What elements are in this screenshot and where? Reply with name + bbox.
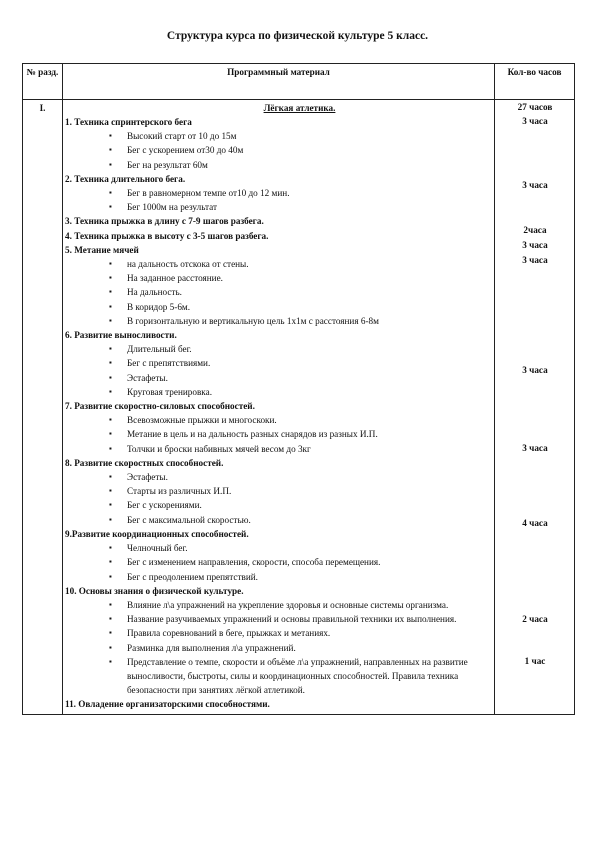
list-item: ▪ на дальность отскока от стены.	[109, 257, 490, 271]
topic-title: 7. Развитие скоростно-силовых способностей.	[65, 401, 255, 412]
topic-hours: 3 часа	[522, 365, 548, 375]
topic-hours: 3 часа	[522, 240, 548, 250]
list-item: ▪ Челночный бег.	[109, 541, 490, 555]
hours-total: 27 часов	[517, 102, 553, 112]
table-row	[23, 100, 575, 715]
list-item: ▪ Бег с преодолением препятствий.	[109, 570, 490, 584]
list-item: ▪ В коридор 5-6м.	[109, 300, 490, 314]
topic-title: 6. Развитие выносливости.	[65, 330, 177, 341]
topic-title: 5. Метание мячей	[65, 244, 139, 255]
topic-title: 2. Техника длительного бега.	[65, 173, 186, 184]
list-item: ▪ Высокий старт от 10 до 15м	[109, 129, 490, 143]
topic-hours: 4 часа	[522, 518, 548, 528]
list-item: ▪ Эстафеты.	[109, 371, 490, 385]
topic-hours: 1 час	[524, 656, 546, 666]
list-item: ▪ Бег в равномерном темпе от10 до 12 мин.	[109, 186, 490, 200]
list-item: ▪ Бег на результат 60м	[109, 158, 490, 172]
list-item: ▪ Всевозможные прыжки и многоскоки.	[109, 413, 490, 427]
header-hours: Кол-во часов	[495, 64, 575, 100]
topic-title: 1. Техника спринтерского бега	[65, 117, 192, 127]
topic-hours: 2часа	[523, 225, 547, 235]
topic-title: 11. Овладение организаторскими способностями.	[65, 699, 270, 710]
section-content	[63, 100, 495, 715]
topic-title: 8. Развитие скоростных способностей.	[65, 457, 224, 468]
list-item: ▪ Круговая тренировка.	[109, 385, 490, 399]
list-item: ▪ На дальность.	[109, 285, 490, 299]
topic-hours: 3 часа	[522, 180, 548, 190]
topic-title: 9.Развитие координационных способностей.	[65, 528, 249, 539]
list-item: ▪ Бег 1000м на результат	[109, 200, 490, 214]
topic-hours: 3 часа	[522, 255, 548, 265]
header-material: Программный материал	[63, 64, 495, 100]
list-item: ▪ Разминка для выполнения л\а упражнений.	[109, 641, 490, 655]
list-item: ▪ Толчки и броски набивных мячей весом до 3кг	[109, 442, 490, 456]
topic-title: 10. Основы знания о физической культуре.	[65, 585, 244, 596]
list-item: ▪ Старты из различных И.П.	[109, 484, 490, 498]
list-item: ▪ Бег с ускорениями.	[109, 498, 490, 512]
hours-column	[495, 100, 575, 715]
list-item: ▪ Метание в цель и на дальность разных снарядов из разных И.П.	[109, 427, 490, 441]
section-number: I.	[23, 100, 63, 715]
topic-hours: 2 часа	[522, 614, 548, 624]
list-item: ▪ Бег с препятствиями.	[109, 356, 490, 370]
list-item: ▪ Бег с ускорением от30 до 40м	[109, 143, 490, 157]
list-item: ▪ На заданное расстояние.	[109, 271, 490, 285]
topics-list	[65, 115, 490, 712]
list-item: ▪ Представление о темпе, скорости и объёме л\а упражнений, направленных на развитие выносливости, быстроты, силы и координационных способностей. Правила техника безопасности при занятиях лёгкой атлетикой.	[109, 655, 490, 698]
section-title: Лёгкая атлетика.	[263, 103, 336, 113]
list-item: ▪ Эстафеты.	[109, 470, 490, 484]
list-item: ▪ Бег с максимальной скоростью.	[109, 513, 490, 527]
topic-title: 4. Техника прыжка в высоту с 3-5 шагов разбега.	[65, 230, 269, 241]
list-item: ▪ В горизонтальную и вертикальную цель 1х1м с расстояния 6-8м	[109, 314, 490, 328]
topic-hours: 3 часа	[522, 116, 548, 126]
list-item: ▪ Название разучиваемых упражнений и основы правильной техники их выполнения.	[109, 612, 490, 626]
topic-hours: 3 часа	[522, 443, 548, 453]
list-item: ▪ Бег с изменением направления, скорости, способа перемещения.	[109, 555, 490, 569]
course-structure-table	[22, 63, 575, 715]
list-item: ▪ Правила соревнований в беге, прыжках и метаниях.	[109, 626, 490, 640]
topic-title: 3. Техника прыжка в длину с 7-9 шагов разбега.	[65, 216, 264, 227]
list-item: ▪ Длительный бег.	[109, 342, 490, 356]
page-title: Структура курса по физической культуре 5 класс.	[166, 30, 429, 42]
list-item: ▪ Влияние л\а упражнений на укрепление здоровья и основные системы организма.	[109, 598, 490, 612]
table-header-row	[23, 64, 575, 100]
header-num: № разд.	[23, 64, 63, 100]
